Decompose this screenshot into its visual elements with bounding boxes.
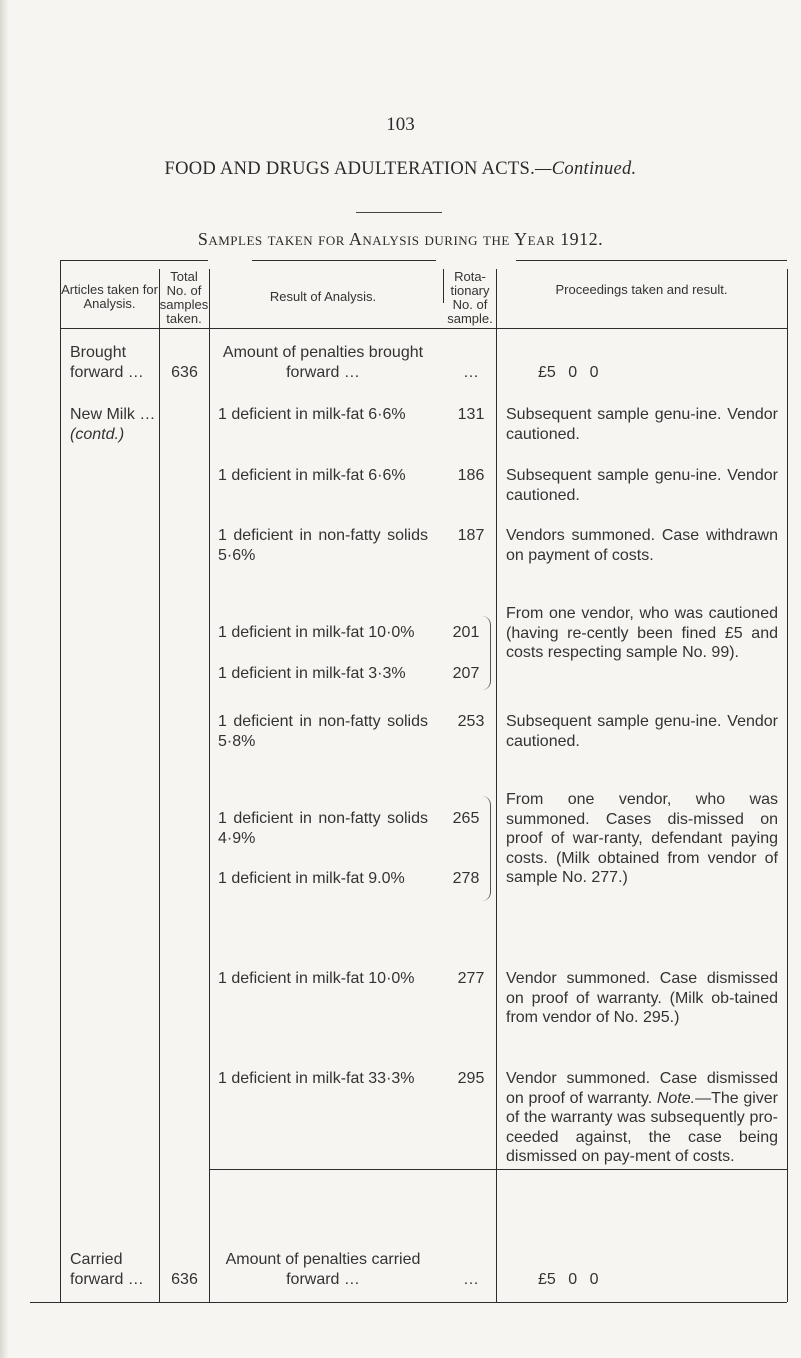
rota-186: 186 — [457, 467, 485, 484]
result-207: 1 deficient in milk-fat 3·3% — [218, 665, 406, 682]
brought-forward-total: 636 — [171, 364, 198, 381]
result-253: 1 deficient in non-fatty solids 5·8% — [218, 713, 428, 750]
header-proceedings: Proceedings taken and result. — [555, 282, 728, 297]
proceedings-295-post: —The giver of the warranty was subsequently pro-ceeded against, the case being dismissed on pay-ment of costs. — [506, 1089, 778, 1165]
bracket-265-278 — [482, 796, 491, 901]
result-201: 1 deficient in milk-fat 10·0% — [218, 624, 415, 641]
header-rota: Rota-tionary No. of sample. — [447, 269, 493, 326]
title-suffix: —Continued. — [535, 159, 637, 179]
carried-forward-rota: … — [463, 1271, 479, 1288]
rota-187: 187 — [457, 527, 485, 544]
rota-131: 131 — [457, 406, 485, 423]
article-note: (contd.) — [70, 426, 125, 443]
proceedings-295-pre: Vendor summoned. Case dismissed on proof of warranty. — [506, 1070, 778, 1107]
page-subtitle: Samples taken for Analysis during the Year 1912. — [197, 229, 604, 249]
result-265: 1 deficient in non-fatty solids 4·9% — [218, 810, 428, 847]
brought-forward-label-2: forward … — [70, 364, 144, 381]
page-title — [0, 159, 801, 180]
proceedings-group-201-207: From one vendor, who was cautioned (having re-cently been fined £5 and costs respecting sample No. 99). — [506, 605, 778, 661]
brought-forward-rota: … — [463, 364, 479, 381]
brought-forward-label: Brought — [70, 344, 127, 361]
result-131: 1 deficient in milk-fat 6·6% — [218, 406, 406, 423]
carried-forward-label-2: forward … — [70, 1271, 144, 1288]
carried-forward-amount: £5 0 0 — [538, 1271, 599, 1288]
header-result: Result of Analysis. — [269, 289, 377, 304]
title-main: FOOD AND DRUGS ADULTERATION ACTS. — [164, 159, 536, 179]
rota-207: 207 — [452, 665, 480, 682]
result-295: 1 deficient in milk-fat 33·3% — [218, 1070, 415, 1087]
result-186: 1 deficient in milk-fat 6·6% — [218, 467, 406, 484]
proceedings-187: Vendors summoned. Case withdrawn on payment of costs. — [506, 527, 778, 564]
result-187: 1 deficient in non-fatty solids 5·6% — [218, 527, 428, 564]
rota-253: 253 — [457, 713, 485, 730]
carried-forward-result: Amount of penalties carried forward … — [225, 1251, 421, 1288]
page-edge — [0, 0, 9, 1358]
proceedings-186: Subsequent sample genu-ine. Vendor cautioned. — [506, 467, 778, 504]
result-277: 1 deficient in milk-fat 10·0% — [218, 970, 415, 987]
proceedings-295 — [506, 1069, 778, 1167]
proceedings-group-265-278: From one vendor, who was summoned. Cases dis-missed on proof of war-ranty, defendant paying costs. (Milk obtained from vendor of sample No. 277.) — [506, 791, 778, 886]
article-name: New Milk … — [70, 406, 156, 423]
proceedings-295-note: Note. — [656, 1089, 696, 1107]
brought-forward-result: Amount of penalties brought forward … — [222, 344, 424, 381]
proceedings-277: Vendor summoned. Case dismissed on proof of warranty. (Milk ob-tained from vendor of No. 295.) — [506, 970, 778, 1026]
rota-278: 278 — [452, 870, 480, 887]
header-articles: Articles taken for Analysis. — [61, 282, 158, 311]
rota-201: 201 — [452, 624, 480, 641]
rota-277: 277 — [457, 970, 485, 987]
brought-forward-amount: £5 0 0 — [538, 364, 599, 381]
title-rule — [356, 212, 442, 213]
rota-295: 295 — [457, 1070, 485, 1087]
header-total: Total No. of samples taken. — [159, 269, 209, 326]
proceedings-131: Subsequent sample genu-ine. Vendor cautioned. — [506, 406, 778, 443]
page-number: 103 — [386, 114, 415, 135]
result-278: 1 deficient in milk-fat 9.0% — [218, 870, 405, 887]
bracket-201-207 — [482, 616, 491, 690]
carried-forward-label: Carried — [70, 1251, 123, 1268]
proceedings-253: Subsequent sample genu-ine. Vendor cautioned. — [506, 713, 778, 750]
rota-265: 265 — [452, 810, 480, 827]
carried-forward-total: 636 — [171, 1271, 198, 1288]
